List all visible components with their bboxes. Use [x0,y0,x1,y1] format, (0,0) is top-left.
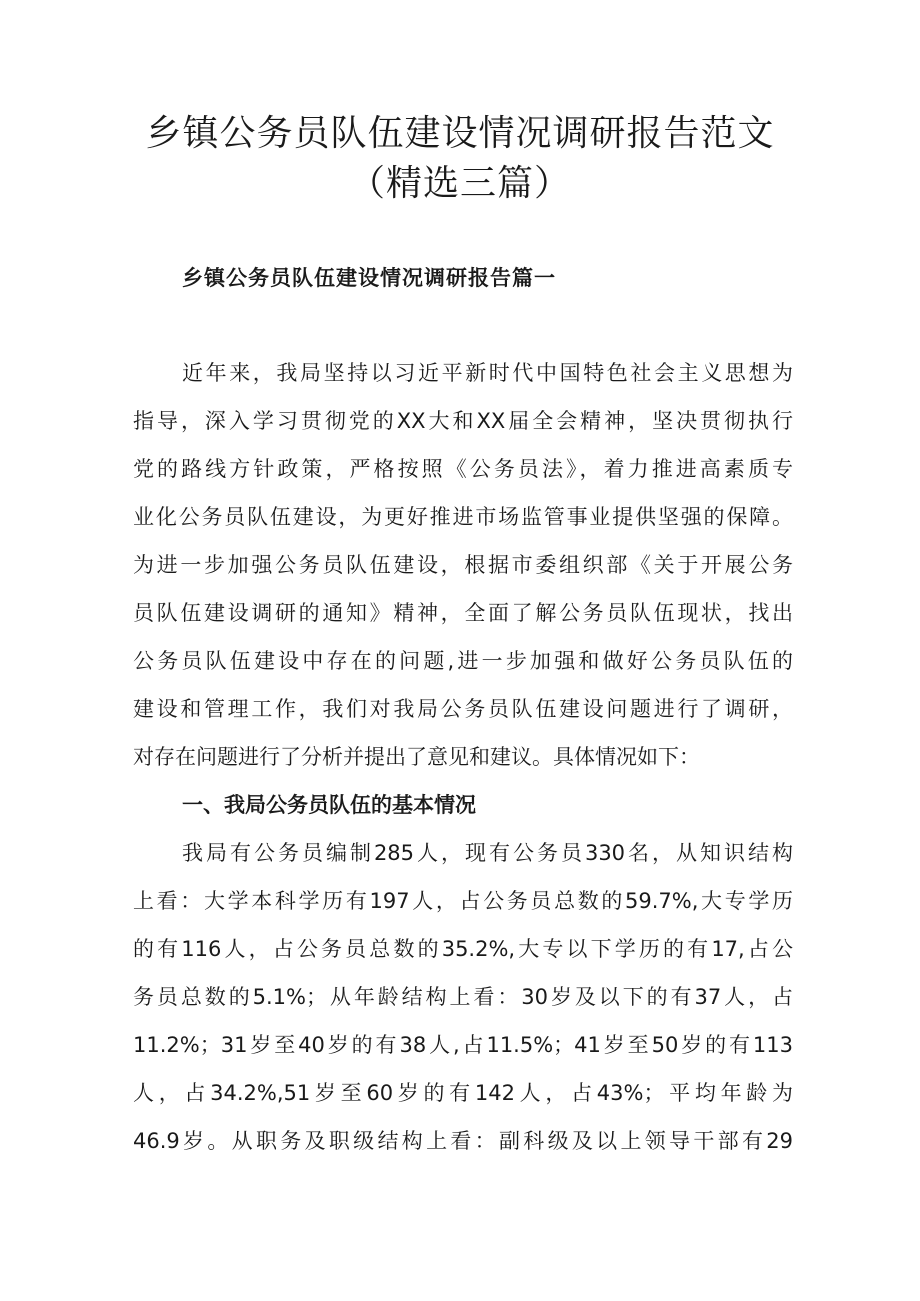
document-title: 乡镇公务员队伍建设情况调研报告范文 [145,113,775,154]
section-heading: 一、我局公务员队伍的基本情况 [182,793,476,817]
paragraph-line: 11.2%；31岁至40岁的有38人,占11.5%；41岁至50岁的有113 [133,1033,793,1057]
paragraph-line: 人，占34.2%,51岁至60岁的有142人，占43%；平均年龄为 [133,1081,793,1105]
paragraph-line: 我局有公务员编制285人，现有公务员330名，从知识结构 [182,841,793,865]
paragraph-line: 指导，深入学习贯彻党的XX大和XX届全会精神，坚决贯彻执行 [133,409,793,433]
paragraph-line: 46.9岁。从职务及职级结构上看：副科级及以上领导干部有29 [133,1129,793,1153]
paragraph-line: 建设和管理工作，我们对我局公务员队伍建设问题进行了调研， [133,697,793,721]
paragraph-line: 上看：大学本科学历有197人，占公务员总数的59.7%,大专学历 [133,889,793,913]
paragraph-line: 对存在问题进行了分析并提出了意见和建议。具体情况如下： [133,745,700,769]
paragraph-line: 公务员队伍建设中存在的问题,进一步加强和做好公务员队伍的 [133,649,793,673]
paragraph-line: 业化公务员队伍建设，为更好推进市场监管事业提供坚强的保障。 [133,505,793,529]
paragraph-line: 的有116人，占公务员总数的35.2%,大专以下学历的有17,占公 [133,937,793,961]
paragraph-line: 务员总数的5.1%；从年龄结构上看：30岁及以下的有37人，占 [133,985,793,1009]
section-title: 乡镇公务员队伍建设情况调研报告篇一 [182,266,556,290]
paragraph-line: 近年来，我局坚持以习近平新时代中国特色社会主义思想为 [182,361,793,385]
document-subtitle: （精选三篇） [348,163,571,204]
paragraph-line: 党的路线方针政策，严格按照《公务员法》，着力推进高素质专 [133,457,793,481]
paragraph-line: 员队伍建设调研的通知》精神，全面了解公务员队伍现状，找出 [133,601,793,625]
paragraph-line: 为进一步加强公务员队伍建设，根据市委组织部《关于开展公务 [133,553,793,577]
